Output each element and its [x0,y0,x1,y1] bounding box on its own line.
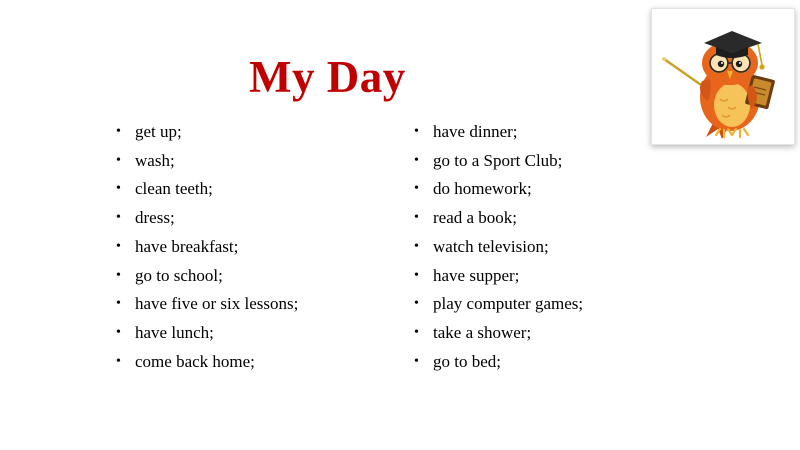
bullet: • [116,124,121,139]
owl-professor-icon [652,9,794,144]
bullet: • [116,296,121,312]
bullet: • [116,267,121,283]
bullet: • [116,210,121,226]
list-item: • dress; [114,204,298,233]
list-item: • go to school; [114,262,298,291]
bullet: • [414,267,419,283]
bullet: • [414,296,419,312]
bullet: • [414,152,419,168]
bullet: • [116,353,121,369]
bullet: • [116,152,121,168]
list-item: • come back home; [114,348,298,377]
activity-list-right [412,118,583,376]
bullet: • [414,353,419,369]
list-item: • have lunch; [114,319,298,348]
list-item: • take a shower; [412,319,583,348]
bullet: • [414,324,419,340]
list-item: • do homework; [412,175,583,204]
list-item: • play computer games; [412,290,583,319]
list-item: • have dinner; [412,118,583,147]
list-item: • clean teeth; [114,175,298,204]
list-item: • have five or six lessons; [114,290,298,319]
bullet: • [116,238,121,254]
list-item: • have breakfast; [114,233,298,262]
list-item: • watch television; [412,233,583,262]
list-item: • get up; [114,118,298,147]
list-item: • go to bed; [412,348,583,377]
bullet: • [116,324,121,340]
bullet: • [116,181,121,197]
list-item: • read a book; [412,204,583,233]
bullet: • [414,181,419,197]
slide-title: My Day [249,52,406,102]
list-item: • have supper; [412,262,583,291]
bullet: • [414,124,419,139]
list-item: • wash; [114,147,298,176]
activity-list-left [114,118,298,376]
bullet: • [414,238,419,254]
list-item: • go to a Sport Club; [412,147,583,176]
bullet: • [414,210,419,226]
owl-picture-frame [651,8,795,145]
